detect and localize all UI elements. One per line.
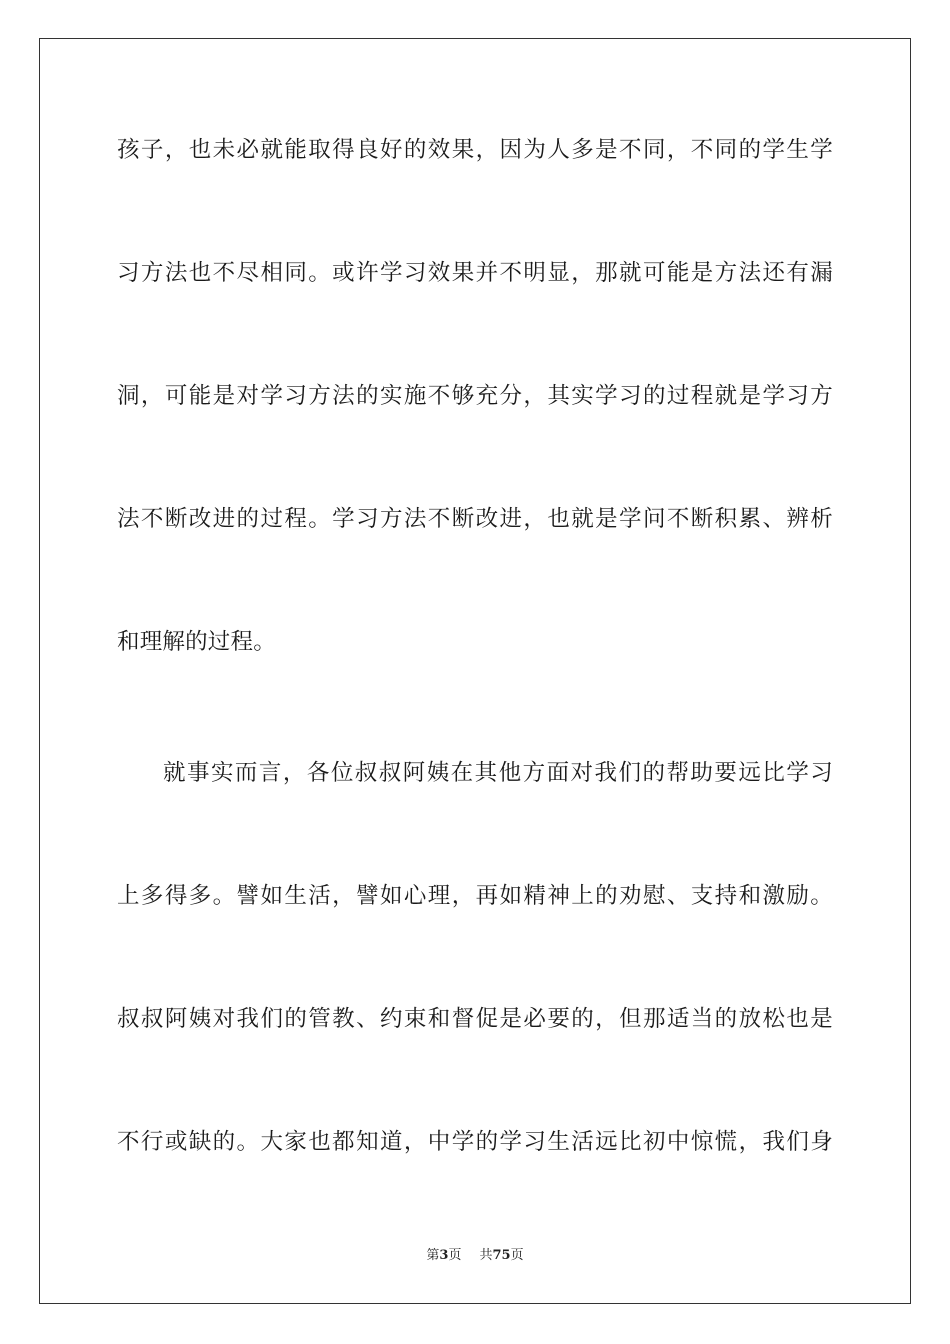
body-text-line: 孩子，也未必就能取得良好的效果，因为人多是不同，不同的学生学 bbox=[117, 137, 833, 163]
total-suffix: 页 bbox=[510, 1248, 524, 1263]
paragraph-first-line: 就事实而言，各位叔叔阿姨在其他方面对我们的帮助要远比学习 bbox=[163, 760, 833, 786]
page-border bbox=[39, 38, 911, 1304]
page-suffix: 页 bbox=[448, 1248, 462, 1263]
body-text-line: 法不断改进的过程。学习方法不断改进，也就是学问不断积累、辨析 bbox=[117, 506, 833, 532]
body-text-line: 洞，可能是对学习方法的实施不够充分，其实学习的过程就是学习方 bbox=[117, 383, 833, 409]
page-prefix: 第 bbox=[426, 1248, 440, 1263]
body-text-line: 上多得多。譬如生活，譬如心理，再如精神上的劝慰、支持和激励。 bbox=[117, 883, 833, 909]
body-text-line: 叔叔阿姨对我们的管教、约束和督促是必要的，但那适当的放松也是 bbox=[117, 1006, 833, 1032]
body-text-line: 不行或缺的。大家也都知道，中学的学习生活远比初中惊慌，我们身 bbox=[117, 1129, 833, 1155]
page-number: 3 bbox=[439, 1248, 449, 1263]
total-prefix: 共 bbox=[479, 1248, 493, 1263]
body-text-line: 习方法也不尽相同。或许学习效果并不明显，那就可能是方法还有漏 bbox=[117, 260, 833, 286]
total-pages: 75 bbox=[492, 1248, 511, 1263]
body-text-line: 和理解的过程。 bbox=[117, 629, 276, 655]
page-footer bbox=[0, 1247, 950, 1265]
